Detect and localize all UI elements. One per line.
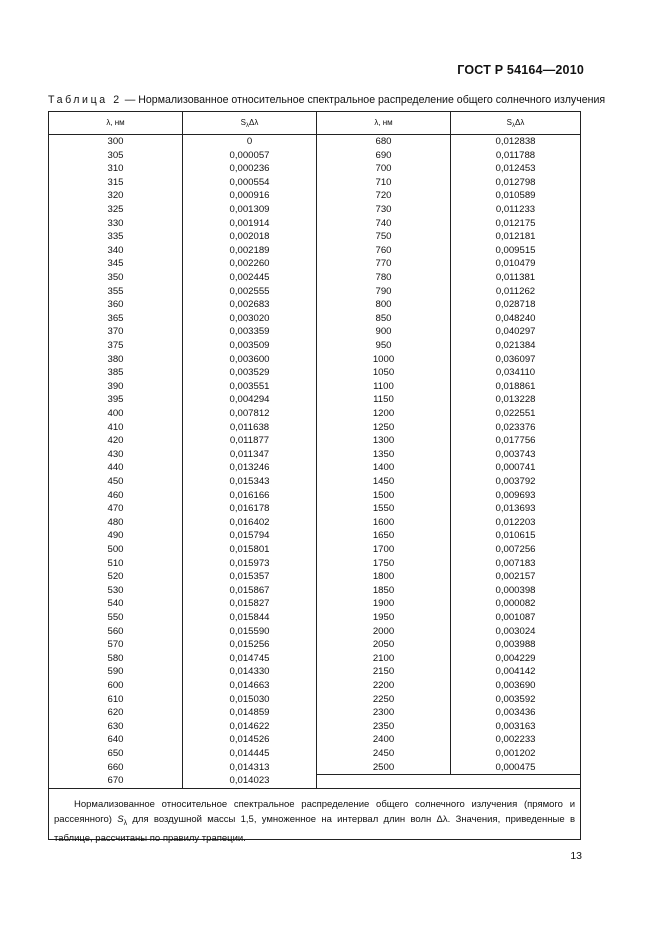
left-wavelength-cell: 340 (107, 244, 124, 256)
header-s-sub: λ (512, 123, 515, 129)
header-lambda-left: λ, нм (106, 118, 125, 127)
right-value-cell: 0,007183 (495, 557, 536, 569)
left-value-cell: 0,011638 (229, 421, 270, 433)
right-wavelength-cell: 720 (375, 190, 392, 202)
right-value-cell: 0,012175 (495, 217, 536, 229)
right-value-cell: 0,007256 (495, 544, 536, 555)
left-wavelength-cell: 490 (107, 530, 124, 542)
right-wavelength-cell: 780 (375, 272, 392, 283)
right-value-cell: 0,028718 (495, 299, 536, 311)
right-wavelength-cell: 1900 (372, 598, 395, 610)
left-wavelength-cell: 590 (107, 666, 124, 678)
left-value-cell: 0,000554 (229, 176, 270, 188)
right-value-cell: 0,048240 (495, 312, 536, 324)
right-value-cell: 0,011262 (495, 285, 536, 297)
left-value-cell: 0,000916 (229, 190, 270, 202)
left-value-cell: 0,015794 (229, 530, 270, 542)
left-wavelength-cell: 530 (107, 584, 124, 596)
left-value-cell: 0,016166 (229, 489, 270, 501)
right-value-cell: 0,012838 (495, 136, 536, 147)
right-wavelength-cell: 1250 (372, 421, 395, 433)
left-wavelength-cell: 410 (107, 421, 124, 433)
right-wavelength-cell: 2200 (372, 680, 395, 691)
left-wavelength-cell: 460 (107, 489, 124, 501)
right-wavelength-cell: 1800 (372, 571, 395, 583)
left-value-cell: 0,015030 (229, 693, 270, 705)
left-wavelength-cell: 400 (107, 408, 124, 419)
right-value-cell: 0,022551 (495, 408, 536, 419)
page-number: 13 (570, 850, 582, 862)
right-wavelength-cell: 680 (375, 136, 392, 147)
left-value-cell: 0,000236 (229, 163, 270, 175)
left-wavelength-cell: 345 (107, 258, 124, 270)
right-wavelength-cell: 1650 (372, 530, 395, 542)
header-s-main: S (240, 118, 246, 127)
left-wavelength-cell: 310 (107, 163, 124, 175)
left-wavelength-cell: 440 (107, 462, 124, 474)
left-value-cell: 0,015343 (229, 476, 270, 487)
right-value-cell: 0,004142 (495, 666, 536, 678)
right-wavelength-cell: 1150 (373, 394, 394, 406)
right-value-cell: 0,001202 (495, 748, 536, 759)
right-value-cell: 0,003024 (495, 625, 536, 637)
left-wavelength-cell: 670 (107, 775, 124, 787)
left-wavelength-cell: 320 (107, 190, 124, 202)
left-wavelength-cell: 365 (107, 312, 124, 324)
left-wavelength-cell: 355 (107, 285, 124, 297)
left-wavelength-cell: 450 (107, 476, 124, 487)
right-value-cell: 0,003163 (495, 720, 536, 732)
right-wavelength-cell: 2000 (372, 625, 395, 637)
left-wavelength-cell: 550 (107, 612, 124, 623)
right-wavelength-cell: 900 (375, 326, 392, 338)
left-wavelength-cell: 470 (107, 503, 124, 515)
left-value-cell: 0,001309 (229, 204, 270, 215)
note-part1: Нормализованное относительное спектральное распределение общего солнечного излучения (прямого и рассеянного) (54, 799, 575, 825)
left-value-cell: 0,001914 (229, 217, 270, 229)
note-symbol-delta: Δλ (436, 814, 448, 825)
left-value-cell: 0,015844 (229, 612, 270, 623)
left-wavelength-cell: 480 (107, 516, 124, 528)
right-wavelength-cell: 790 (375, 285, 392, 297)
note-rule (49, 788, 580, 789)
left-value-cell: 0,015827 (229, 598, 270, 610)
left-wavelength-cell: 650 (107, 748, 124, 759)
note-symbol-s: S (117, 814, 124, 825)
right-value-cell: 0,000475 (495, 761, 536, 773)
left-value-cell: 0,003600 (229, 353, 270, 365)
left-wavelength-cell: 500 (107, 544, 124, 555)
left-wavelength-cell: 385 (107, 367, 124, 379)
right-value-cell: 0,012203 (495, 516, 536, 528)
right-wavelength-cell: 1550 (372, 503, 395, 515)
left-wavelength-cell: 360 (107, 299, 124, 311)
right-wavelength-cell: 2500 (372, 761, 395, 773)
right-value-cell: 0,001087 (495, 612, 536, 623)
right-wavelength-cell: 1100 (373, 380, 394, 392)
right-value-cell: 0,003743 (495, 448, 536, 460)
left-value-cell: 0,003509 (229, 340, 270, 351)
right-wavelength-cell: 1950 (372, 612, 395, 623)
right-value-cell: 0,002157 (495, 571, 536, 583)
right-value-cell: 0,010479 (495, 258, 536, 270)
right-wavelength-cell: 690 (375, 149, 392, 161)
right-value-cell: 0,000398 (495, 584, 536, 596)
left-value-cell: 0,014859 (229, 707, 270, 719)
left-wavelength-cell: 330 (107, 217, 124, 229)
left-value-cell: 0,015867 (229, 584, 270, 596)
left-value-cell: 0,014313 (229, 761, 270, 773)
header-s-tail: Δλ (515, 118, 525, 127)
left-value-cell: 0,014330 (229, 666, 270, 678)
right-wavelength-cell: 760 (375, 244, 392, 256)
header-s-tail: Δλ (249, 118, 259, 127)
right-value-cell: 0,002233 (495, 734, 536, 746)
left-value-cell: 0 (246, 136, 253, 147)
note-symbol-sub: λ (123, 819, 128, 827)
left-value-cell: 0,004294 (229, 394, 270, 406)
right-wavelength-cell: 2150 (372, 666, 395, 678)
right-value-cell: 0,003792 (495, 476, 536, 487)
left-wavelength-cell: 620 (107, 707, 124, 719)
right-value-cell: 0,013228 (495, 394, 536, 406)
left-value-cell: 0,000057 (229, 149, 270, 161)
left-value-cell: 0,002260 (229, 258, 270, 270)
left-value-cell: 0,014663 (229, 680, 270, 691)
left-value-cell: 0,014445 (229, 748, 270, 759)
left-value-cell: 0,002683 (229, 299, 270, 311)
right-wavelength-cell: 1300 (372, 435, 395, 447)
left-wavelength-cell: 640 (107, 734, 124, 746)
left-wavelength-cell: 520 (107, 571, 124, 583)
right-wavelength-cell: 2400 (372, 734, 395, 746)
right-wavelength-cell: 740 (375, 217, 392, 229)
left-value-cell: 0,011877 (229, 435, 270, 447)
right-wavelength-cell: 1400 (372, 462, 395, 474)
right-value-cell: 0,023376 (495, 421, 536, 433)
right-wavelength-cell: 2350 (372, 720, 395, 732)
right-wavelength-cell: 710 (375, 176, 392, 188)
left-wavelength-cell: 430 (107, 448, 124, 460)
right-value-cell: 0,012181 (495, 231, 536, 243)
right-value-cell: 0,040297 (495, 326, 536, 338)
note-part2: для воздушной массы 1,5, умноженное на интервал длин волн (127, 814, 437, 825)
left-value-cell: 0,015590 (229, 625, 270, 637)
left-value-cell: 0,014526 (229, 734, 270, 746)
right-value-cell: 0,010615 (495, 530, 536, 542)
left-wavelength-cell: 560 (107, 625, 124, 637)
left-wavelength-cell: 315 (107, 176, 124, 188)
right-value-cell: 0,000741 (495, 462, 536, 474)
left-value-cell: 0,003551 (229, 380, 270, 392)
left-wavelength-cell: 570 (107, 639, 124, 651)
right-wavelength-cell: 1200 (372, 408, 395, 419)
left-value-cell: 0,003020 (229, 312, 270, 324)
table-label: Таблица 2 (48, 94, 122, 106)
right-value-cell: 0,009515 (495, 244, 536, 256)
left-wavelength-cell: 600 (107, 680, 124, 691)
right-value-cell: 0,000082 (495, 598, 536, 610)
left-wavelength-cell: 380 (107, 353, 124, 365)
right-wavelength-cell: 750 (375, 231, 392, 243)
right-wavelength-cell: 950 (375, 340, 392, 351)
right-wavelength-cell: 2450 (372, 748, 395, 759)
spectral-table (48, 111, 581, 844)
right-value-cell: 0,012453 (495, 163, 536, 175)
left-value-cell: 0,015801 (229, 544, 270, 555)
header-s-main: S (506, 118, 512, 127)
left-wavelength-cell: 305 (107, 149, 124, 161)
right-wavelength-cell: 1700 (372, 544, 395, 555)
right-wavelength-cell: 730 (375, 204, 392, 215)
right-wavelength-cell: 1050 (372, 367, 395, 379)
right-value-cell: 0,010589 (495, 190, 536, 202)
right-value-cell: 0,004229 (495, 652, 536, 664)
right-value-cell: 0,011381 (495, 272, 536, 283)
right-value-cell: 0,021384 (495, 340, 536, 351)
header-s-sub: λ (246, 123, 249, 129)
right-wavelength-cell: 1350 (372, 448, 395, 460)
left-value-cell: 0,003529 (229, 367, 270, 379)
table-caption (48, 94, 606, 106)
right-wavelength-cell: 1450 (372, 476, 395, 487)
table-note (49, 797, 580, 846)
right-value-cell: 0,003690 (495, 680, 536, 691)
right-wavelength-cell: 1750 (372, 557, 395, 569)
left-wavelength-cell: 580 (107, 652, 124, 664)
left-value-cell: 0,016402 (229, 516, 270, 528)
left-value-cell: 0,014622 (229, 720, 270, 732)
table-title: — Нормализованное относительное спектральное распределение общего солнечного излучения (121, 94, 606, 106)
left-value-cell: 0,002445 (229, 272, 270, 283)
right-value-cell: 0,011233 (495, 204, 536, 215)
left-wavelength-cell: 395 (107, 394, 124, 406)
right-wavelength-cell: 700 (375, 163, 392, 175)
left-wavelength-cell: 375 (107, 340, 124, 351)
left-wavelength-cell: 420 (107, 435, 124, 447)
left-wavelength-cell: 630 (107, 720, 124, 732)
right-value-cell: 0,003988 (495, 639, 536, 651)
left-value-cell: 0,014745 (229, 652, 270, 664)
left-wavelength-cell: 510 (107, 557, 124, 569)
left-wavelength-cell: 325 (107, 204, 124, 215)
left-wavelength-cell: 300 (107, 136, 124, 147)
left-value-cell: 0,002189 (229, 244, 270, 256)
left-wavelength-cell: 540 (107, 598, 124, 610)
left-wavelength-cell: 370 (107, 326, 124, 338)
right-wavelength-cell: 2050 (372, 639, 395, 651)
left-wavelength-cell: 350 (107, 272, 124, 283)
document-id: ГОСТ Р 54164—2010 (457, 63, 584, 77)
right-value-cell: 0,036097 (495, 353, 536, 365)
left-wavelength-cell: 610 (107, 693, 124, 705)
right-wavelength-cell: 1600 (372, 516, 395, 528)
right-wavelength-cell: 1850 (372, 584, 395, 596)
right-value-cell: 0,009693 (495, 489, 536, 501)
left-value-cell: 0,015357 (229, 571, 270, 583)
right-wavelength-cell: 2100 (372, 652, 395, 664)
right-value-cell: 0,034110 (495, 367, 536, 379)
right-wavelength-cell: 850 (375, 312, 392, 324)
left-value-cell: 0,011347 (229, 448, 270, 460)
right-value-cell: 0,013693 (495, 503, 536, 515)
left-value-cell: 0,014023 (229, 775, 270, 787)
left-wavelength-cell: 335 (107, 231, 124, 243)
right-value-cell: 0,017756 (495, 435, 536, 447)
right-value-cell: 0,003436 (495, 707, 536, 719)
left-wavelength-cell: 390 (107, 380, 124, 392)
header-lambda-right: λ, нм (374, 118, 393, 127)
right-value-cell: 0,011788 (495, 149, 536, 161)
left-wavelength-cell: 660 (107, 761, 124, 773)
left-value-cell: 0,015973 (229, 557, 270, 569)
left-value-cell: 0,015256 (229, 639, 270, 651)
left-value-cell: 0,013246 (229, 462, 270, 474)
right-value-cell: 0,003592 (495, 693, 536, 705)
right-wavelength-cell: 2250 (372, 693, 395, 705)
right-wavelength-cell: 1500 (372, 489, 395, 501)
right-value-cell: 0,012798 (495, 176, 536, 188)
right-wavelength-cell: 800 (375, 299, 392, 311)
right-wavelength-cell: 770 (375, 258, 392, 270)
left-value-cell: 0,007812 (229, 408, 270, 419)
note-part3: . Значения, приведенные в таблице, рассчитаны по правилу трапеции. (54, 814, 575, 844)
right-value-cell: 0,018861 (495, 380, 536, 392)
left-value-cell: 0,016178 (229, 503, 270, 515)
left-value-cell: 0,002555 (229, 285, 270, 297)
right-block-rule (316, 774, 580, 775)
right-wavelength-cell: 1000 (372, 353, 395, 365)
left-value-cell: 0,002018 (229, 231, 270, 243)
right-wavelength-cell: 2300 (372, 707, 395, 719)
left-value-cell: 0,003359 (229, 326, 270, 338)
